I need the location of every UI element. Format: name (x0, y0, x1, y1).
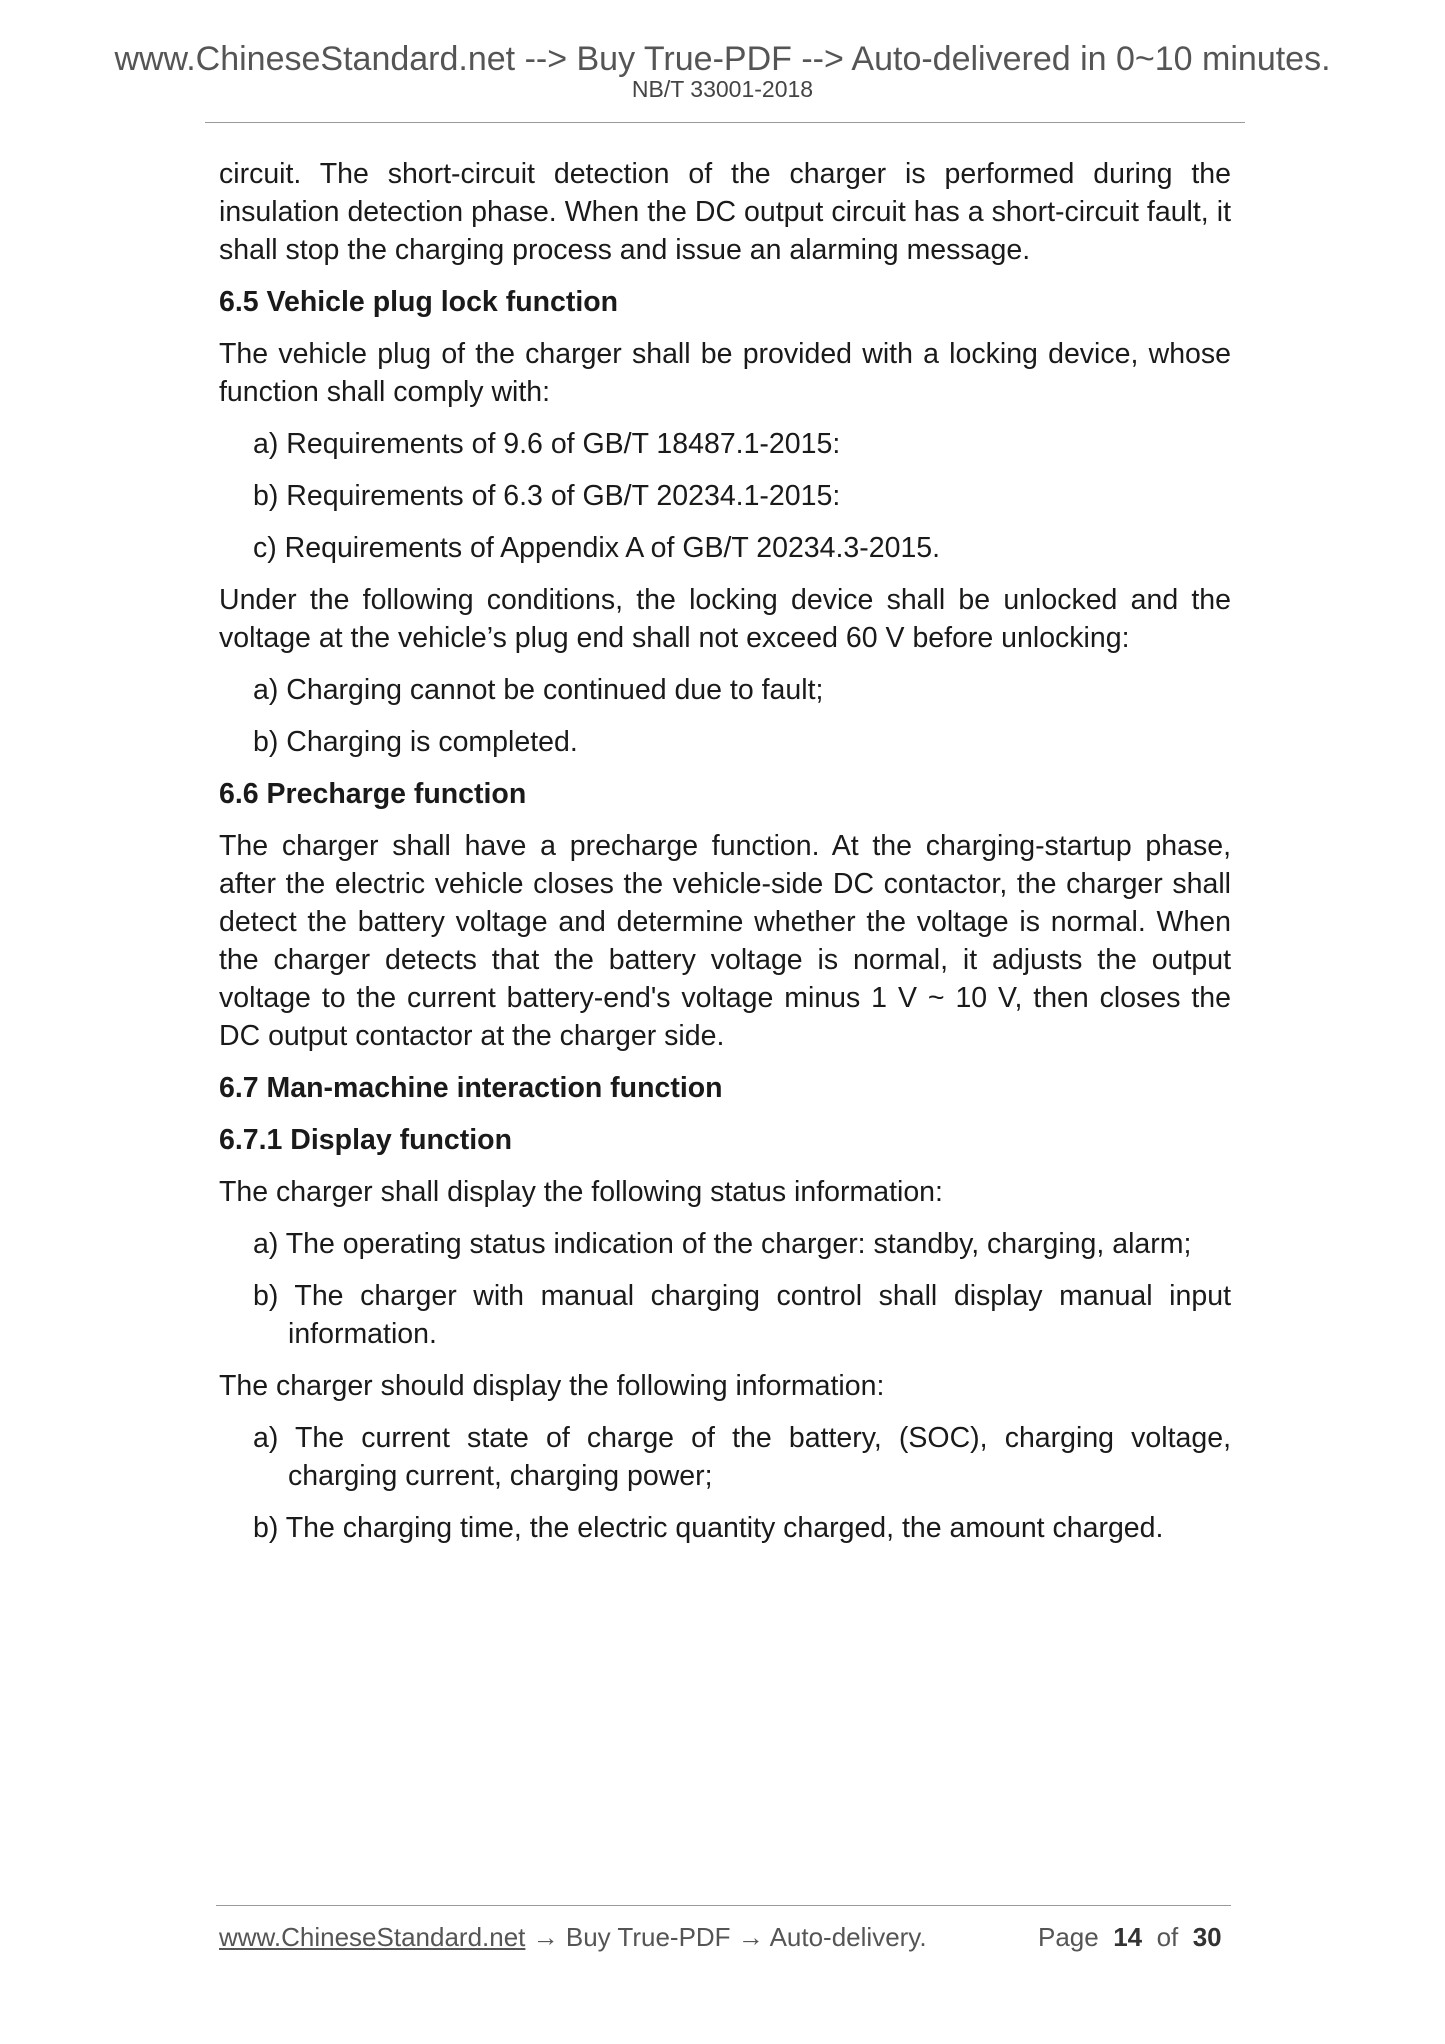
of-label: of (1156, 1922, 1179, 1952)
list-item: b) The charger with manual charging control shall display manual input information. (253, 1280, 1231, 1350)
paragraph-shall-display: The charger shall display the following status information: (219, 1176, 943, 1208)
list-item: b) Charging is completed. (253, 726, 578, 758)
section-heading-6-5: 6.5 Vehicle plug lock function (219, 286, 619, 318)
paragraph-should-display: The charger should display the following information: (219, 1370, 885, 1402)
section-heading-6-7-1: 6.7.1 Display function (219, 1124, 512, 1156)
site-banner: www.ChineseStandard.net --> Buy True-PDF --> Auto-delivered in 0~10 minutes. (114, 40, 1331, 78)
paragraph-6-5-intro: The vehicle plug of the charger shall be provided with a locking device, whose function shall comply with: (219, 338, 1231, 408)
page-indicator (1038, 1922, 1222, 1953)
continuation-paragraph: circuit. The short-circuit detection of the charger is performed during the insulation detection phase. When the DC output circuit has a short-circuit fault, it shall stop the charging process and issue an alarming message. (219, 158, 1231, 266)
list-item: a) The operating status indication of the charger: standby, charging, alarm; (253, 1228, 1192, 1260)
total-pages: 30 (1192, 1922, 1222, 1952)
document-code: NB/T 33001-2018 (631, 76, 814, 102)
list-item: a) The current state of charge of the battery, (SOC), charging voltage, charging current, charging power; (253, 1422, 1231, 1492)
list-item: b) Requirements of 6.3 of GB/T 20234.1-2015: (253, 480, 841, 512)
list-item: b) The charging time, the electric quantity charged, the amount charged. (253, 1512, 1164, 1544)
list-item: a) Charging cannot be continued due to fault; (253, 674, 824, 706)
list-item: a) Requirements of 9.6 of GB/T 18487.1-2015: (253, 428, 841, 460)
header-divider (205, 122, 1245, 123)
list-item: c) Requirements of Appendix A of GB/T 20234.3-2015. (253, 532, 941, 564)
paragraph-6-5-unlock: Under the following conditions, the locking device shall be unlocked and the voltage at the vehicle’s plug end shall not exceed 60 V before unlocking: (219, 584, 1231, 654)
footer-site-link[interactable]: www.ChineseStandard.net (219, 1922, 526, 1952)
footer-divider (216, 1905, 1231, 1906)
page-content (219, 155, 1231, 1547)
paragraph-6-6: The charger shall have a precharge function. At the charging-startup phase, after the electric vehicle closes the vehicle-side DC contactor, the charger shall detect the battery voltage and determine whether the voltage is normal. When the charger detects that the battery voltage is normal, it adjusts the output voltage to the current battery-end's voltage minus 1 V ~ 10 V, then closes the DC output contactor at the charger side. (219, 830, 1231, 1052)
page-label: Page (1038, 1922, 1099, 1952)
section-heading-6-6: 6.6 Precharge function (219, 778, 527, 810)
footer-tagline: → Buy True-PDF → Auto-delivery. (525, 1922, 927, 1952)
section-heading-6-7: 6.7 Man-machine interaction function (219, 1072, 723, 1104)
footer-left (219, 1922, 927, 1953)
page-number: 14 (1113, 1922, 1143, 1952)
